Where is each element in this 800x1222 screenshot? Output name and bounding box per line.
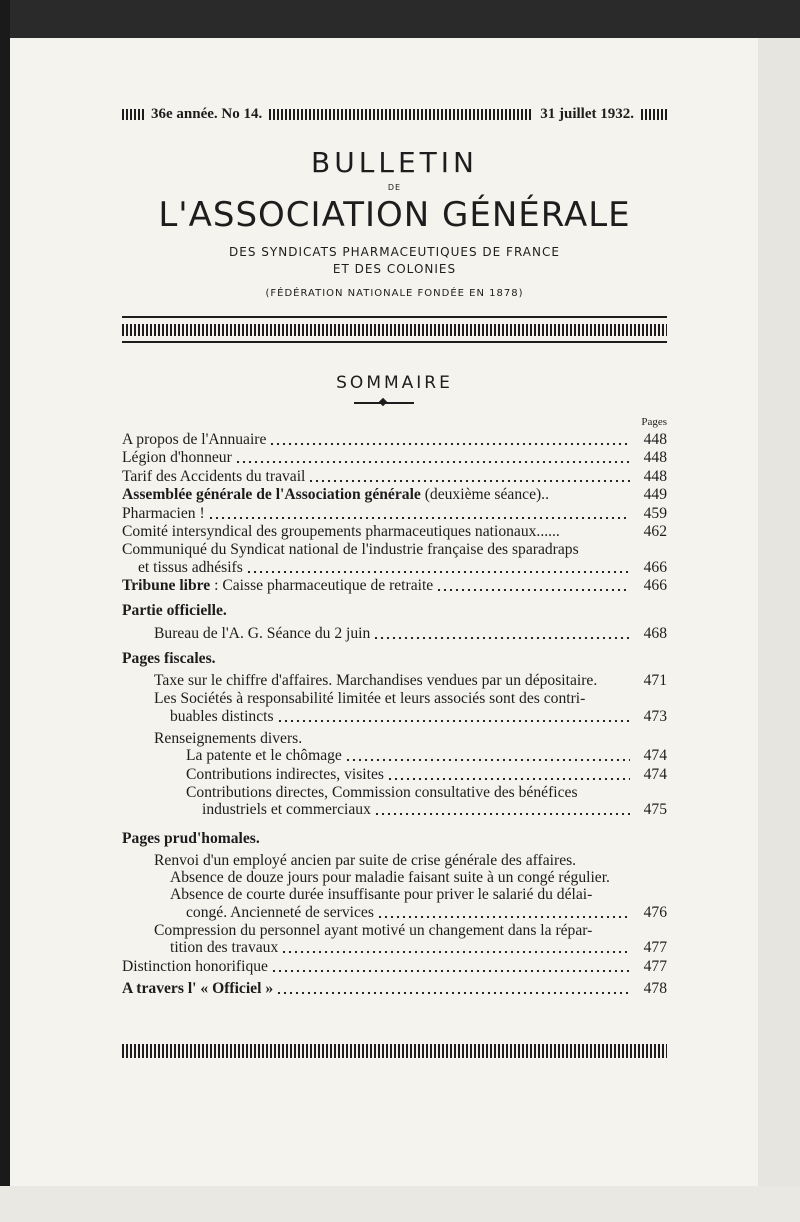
scan-bottom-edge: [0, 1186, 800, 1222]
page-number: 477: [643, 939, 667, 956]
title-syndicats: DES SYNDICATS PHARMACEUTIQUES DE FRANCE: [229, 245, 560, 259]
toc-entry: Contributions indirectes, visites 474: [186, 765, 667, 783]
page-number: 478: [643, 980, 667, 997]
title-association: L'ASSOCIATION GÉNÉRALE: [158, 195, 631, 235]
hatch-ornament: [269, 109, 533, 120]
toc-entry: Assemblée générale de l'Association générale (deuxième séance).. 449: [122, 486, 667, 503]
toc-entry: A travers l' « Officiel » 478: [122, 980, 667, 997]
toc-entry: Comité intersyndical des groupements pharmaceutiques nationaux...... 462: [122, 523, 667, 540]
sommaire-heading: SOMMAIRE: [336, 373, 453, 393]
toc-entry: Bureau de l'A. G. Séance du 2 juin 468: [154, 624, 667, 642]
toc-entry-line: Compression du personnel ayant motivé un changement dans la répar-: [154, 921, 593, 939]
toc-entry: Pharmacien ! 459: [122, 504, 667, 522]
hatch-ornament: [122, 109, 144, 120]
hatch-band-bottom: [122, 1044, 667, 1058]
toc-entry: A propos de l'Annuaire 448: [122, 430, 667, 448]
page-number: 476: [643, 903, 667, 921]
page-number: 475: [643, 801, 667, 818]
toc-entry: Taxe sur le chiffre d'affaires. Marchandises vendues par un dépositaire. 471: [154, 672, 667, 689]
scan-page-edge: [758, 38, 800, 1222]
toc-subheading: Renseignements divers.: [154, 729, 303, 747]
title-de: DE: [387, 183, 402, 192]
title-federation: (FÉDÉRATION NATIONALE FONDÉE EN 1878): [265, 288, 524, 299]
toc-entry: Tribune libre : Caisse pharmaceutique de retraite 466: [122, 577, 667, 594]
toc-entry: tition des travaux 477: [170, 939, 667, 956]
toc-entry-line: Absence de courte durée insuffisante pour priver le salarié du délai-: [170, 886, 593, 903]
section-heading: Pages prud'homales.: [122, 830, 260, 847]
page-number: 448: [643, 430, 667, 448]
page-number: 471: [643, 672, 667, 689]
section-heading: Pages fiscales.: [122, 649, 216, 667]
table-of-contents: [122, 430, 667, 998]
toc-entry: La patente et le chômage 474: [186, 747, 667, 764]
hatch-band: [122, 324, 667, 336]
ornament-rule: [354, 402, 414, 404]
toc-entry-line: Renvoi d'un employé ancien par suite de crise générale des affaires.: [154, 852, 577, 869]
toc-entry: Distinction honorifique 477: [122, 957, 667, 975]
issue-header: [122, 104, 667, 124]
page-number: 448: [643, 467, 667, 485]
issue-date: 31 juillet 1932.: [540, 105, 634, 122]
page-number: 474: [643, 765, 667, 783]
page-number: 448: [643, 449, 667, 466]
page-number: 477: [643, 957, 667, 975]
toc-entry: congé. Ancienneté de services 476: [186, 903, 667, 921]
toc-entry: buables distincts 473: [170, 707, 667, 725]
title-colonies: ET DES COLONIES: [332, 262, 457, 276]
page-number: 468: [643, 624, 667, 642]
page-number: 462: [643, 523, 667, 540]
scan-left-edge: [0, 0, 10, 1222]
divider-rule: [122, 341, 667, 343]
page-number: 466: [643, 558, 667, 576]
divider-rule: [122, 316, 667, 318]
toc-entry: Légion d'honneur 448: [122, 449, 667, 466]
hatch-ornament: [641, 109, 667, 120]
page-number: 474: [643, 747, 667, 764]
toc-entry-line: Les Sociétés à responsabilité limitée et leurs associés sont des contri-: [154, 690, 586, 707]
toc-entry: et tissus adhésifs 466: [138, 558, 667, 576]
toc-entry-line: Contributions directes, Commission consultative des bénéfices: [186, 783, 578, 801]
toc-entry: Tarif des Accidents du travail 448: [122, 467, 667, 485]
toc-entry-line: Communiqué du Syndicat national de l'industrie française des sparadraps: [122, 541, 579, 558]
page-number: 473: [643, 707, 667, 725]
toc-entry: industriels et commerciaux 475: [202, 801, 667, 818]
issue-number: 36e année. No 14.: [151, 105, 263, 122]
page-number: 466: [643, 577, 667, 594]
title-bulletin: BULLETIN: [311, 146, 478, 179]
pages-column-label: Pages: [641, 416, 667, 428]
section-heading: Partie officielle.: [122, 602, 227, 619]
page-number: 449: [643, 486, 667, 503]
page-number: 459: [643, 504, 667, 522]
toc-entry-line: Absence de douze jours pour maladie faisant suite à un congé régulier.: [170, 869, 610, 886]
